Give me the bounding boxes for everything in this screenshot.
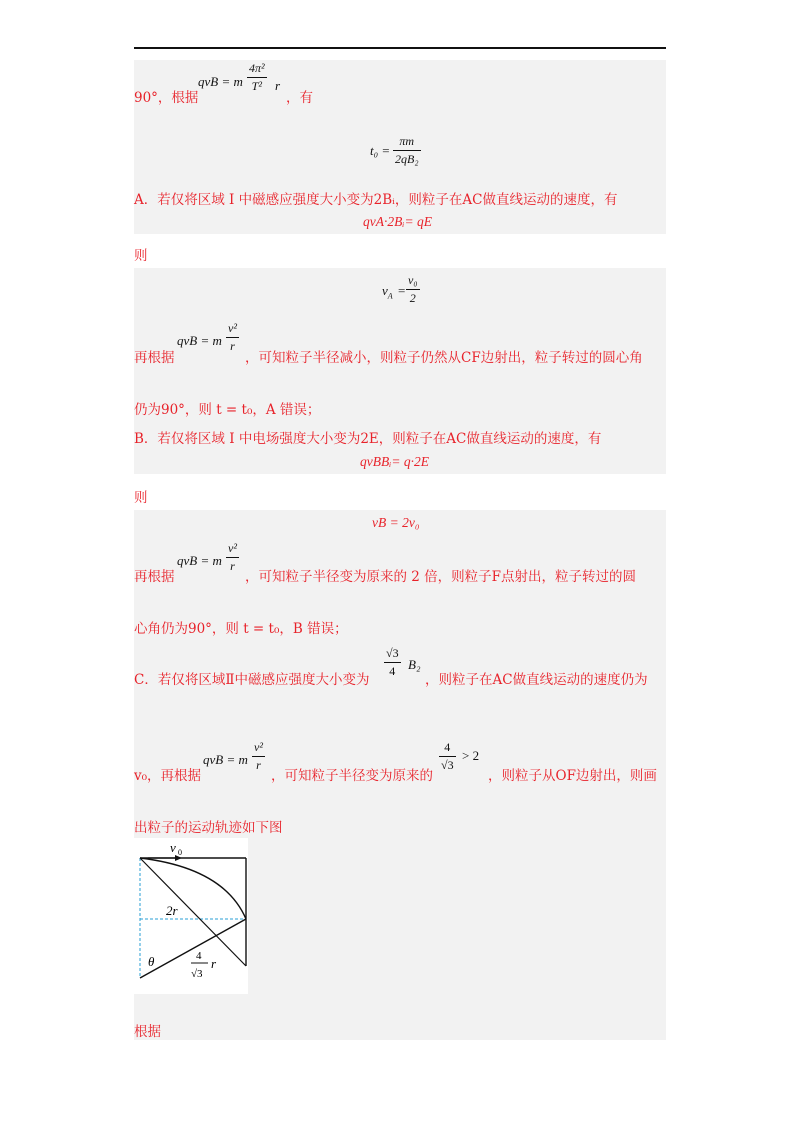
- line-1-prefix: 90°，根据: [134, 90, 199, 106]
- line-4-prefix: 再根据: [134, 350, 175, 366]
- then-2: 则: [134, 490, 148, 506]
- line-6-suffix: ，可知粒子半径变为原来的 2 倍，则粒子F点射出，粒子转过的圆: [245, 569, 637, 585]
- diagonal-line: [140, 858, 246, 966]
- eq8-fraction: [252, 740, 265, 773]
- label-v0-sub: 0: [178, 848, 182, 857]
- label-2r: 2r: [166, 903, 178, 918]
- eq6-den: r: [230, 559, 235, 573]
- final-line: 根据: [134, 1024, 161, 1040]
- label-r: r: [211, 956, 217, 971]
- gt-two: > 2: [462, 748, 480, 763]
- line-8-b: ，可知粒子半径变为原来的: [271, 768, 433, 784]
- eq6-lhs: qvB = m: [177, 553, 222, 568]
- eq3-lhs: $v_A$: [382, 283, 393, 301]
- eq-vb: vB = 2v₀: [372, 515, 420, 530]
- option-c-suffix: ，则粒子在AC做直线运动的速度仍为: [425, 672, 648, 688]
- eq-a: qvA·2Bᵢ= qE: [363, 214, 432, 229]
- line-8-a: v₀，再根据: [134, 768, 202, 784]
- option-b-text: B．若仅将区域 I 中电场强度大小变为2E，则粒子在AC做直线运动的速度，有: [134, 431, 602, 447]
- eq1-tail: r: [275, 78, 281, 93]
- trajectory-diagram: [134, 838, 248, 994]
- eq3-fraction: [406, 273, 420, 306]
- label-theta: θ: [148, 954, 155, 969]
- trajectory-figure: [134, 838, 248, 994]
- trajectory-arc: [140, 858, 246, 919]
- option-c-num: √3: [386, 646, 399, 660]
- eq4-num: v²: [228, 321, 237, 335]
- eq3-den: 2: [409, 291, 416, 305]
- line-5: 仍为90°，则 t = t₀，A 错误；: [134, 402, 321, 418]
- eq6-num: v²: [228, 541, 237, 555]
- eq1-fraction: [247, 61, 267, 94]
- label-frac-den: √3: [191, 968, 203, 980]
- eq3-num: v₀: [408, 273, 418, 287]
- eq8-den: r: [256, 758, 261, 772]
- label-v0: v: [170, 840, 176, 855]
- frac-4-num: 4: [444, 740, 451, 754]
- eq3-eq: =: [398, 283, 406, 298]
- line-8-c: ，则粒子从OF边射出，则画: [488, 768, 657, 784]
- eq1-num: 4π²: [249, 61, 265, 75]
- eq-b: qvBBᵢ= q·2E: [360, 454, 429, 469]
- line-1-suffix: ，有: [286, 90, 313, 106]
- frac-4-root3: [439, 740, 456, 773]
- option-c-fraction: [384, 646, 401, 679]
- eq2-fraction: [393, 134, 421, 167]
- eq4-lhs: qvB = m: [177, 333, 222, 348]
- option-a-text: A．若仅将区域 I 中磁感应强度大小变为2Bᵢ，则粒子在AC做直线运动的速度，有: [134, 192, 618, 208]
- eq4-fraction: [226, 321, 239, 354]
- eq2-den: 2qB₂: [395, 152, 419, 166]
- frac-4-den: √3: [441, 758, 454, 772]
- eq8-num: v²: [254, 740, 263, 754]
- header-rule: [134, 47, 666, 49]
- line-7: 心角仍为90°，则 t = t₀，B 错误；: [134, 621, 348, 637]
- eq6-fraction: [226, 541, 239, 574]
- option-c-prefix: C．若仅将区域Ⅱ中磁感应强度大小变为: [134, 672, 370, 688]
- eq1-lhs: qvB = m: [198, 74, 243, 89]
- line-4-suffix: ，可知粒子半径减小，则粒子仍然从CF边射出，粒子转过的圆心角: [245, 350, 643, 366]
- then-1: 则: [134, 248, 148, 264]
- eq8-lhs: qvB = m: [203, 752, 248, 767]
- option-c-b: B₂: [408, 657, 421, 672]
- eq4-den: r: [230, 339, 235, 353]
- option-c-den: 4: [389, 664, 396, 678]
- eq1-den: T²: [251, 79, 262, 93]
- line-9: 出粒子的运动轨迹如下图: [134, 820, 283, 836]
- eq2-num: πm: [399, 134, 415, 148]
- label-frac-num: 4: [196, 950, 202, 962]
- eq2-lhs: t₀ =: [370, 143, 391, 158]
- line-6-prefix: 再根据: [134, 569, 175, 585]
